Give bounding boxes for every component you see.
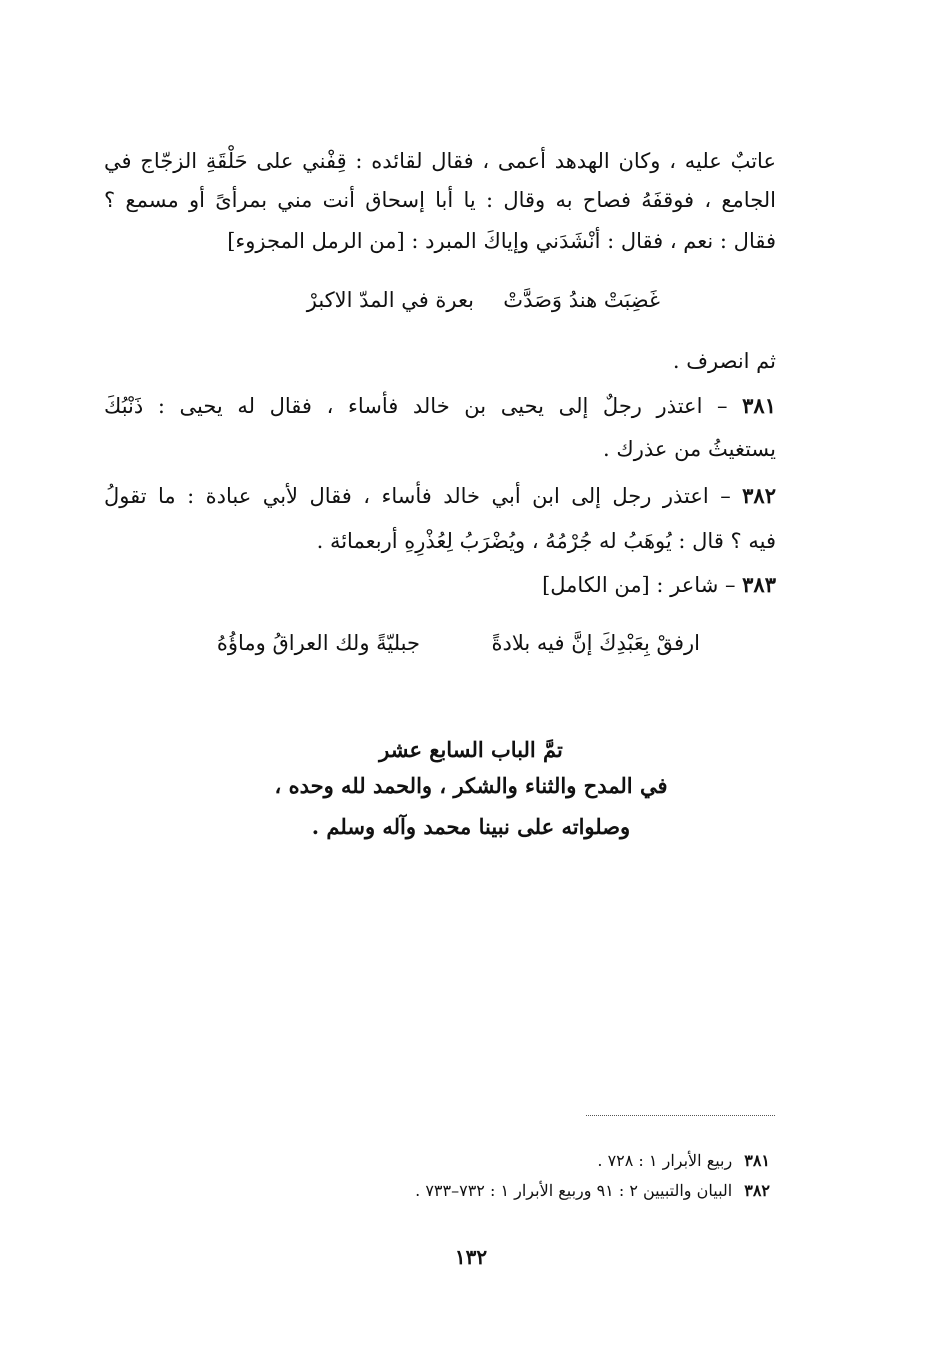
entry-number: ٣٨٣ bbox=[742, 572, 776, 597]
entry-line: يستغيثُ من عذرك . bbox=[603, 437, 776, 461]
footnote-text: البيان والتبيين ٢ : ٩١ وربيع الأبرار ١ : ٧٣٢–٧٣٣ . bbox=[415, 1181, 733, 1200]
footnote bbox=[597, 1150, 770, 1172]
entry-number: ٣٨٢ bbox=[742, 483, 776, 508]
entry-line bbox=[104, 391, 776, 421]
chapter-end-line: في المدح والثناء والشكر ، والحمد لله وحده ، bbox=[274, 773, 668, 798]
verse-hemistich: غَضِبَتْ هندُ وَصَدَّتْ bbox=[503, 288, 660, 312]
body-line: الجامع ، فوقفَهُ فصاح به وقال : يا أبا إسحاق أنت مني بمرأىً أو مسمع ؟ bbox=[104, 188, 776, 212]
footnote-number: ٣٨٢ bbox=[744, 1181, 770, 1200]
footnote-text: ربيع الأبرار ١ : ٧٢٨ . bbox=[597, 1151, 733, 1170]
footnote bbox=[415, 1180, 770, 1202]
chapter-end-title: تمَّ الباب السابع عشر bbox=[379, 737, 563, 762]
entry-text: – اعتذر رجل إلى ابن أبي خالد فأساء ، فقال لأبي عبادة : ما تقولُ bbox=[104, 484, 731, 508]
entry-line: فيه ؟ قال : يُوهَبُ له جُرْمُهُ ، ويُضْرَبُ لِعُذْرِهِ أربعمائة . bbox=[316, 529, 776, 553]
body-line: ثم انصرف . bbox=[672, 349, 776, 373]
entry-line bbox=[104, 570, 776, 600]
chapter-end-line: وصلواته على نبينا محمد وآله وسلم . bbox=[311, 814, 631, 839]
entry-text: – اعتذر رجلٌ إلى يحيى بن خالد فأساء ، فقال له يحيى : ذَنْبُكَ bbox=[104, 394, 728, 418]
entry-text: – شاعر : [من الكامل] bbox=[542, 573, 736, 597]
verse-hemistich: جبليّةً ولك العراقُ وماؤُهُ bbox=[216, 631, 420, 655]
verse-hemistich: بعرة في المدّ الاكبرْ bbox=[306, 288, 474, 312]
entry-line bbox=[104, 481, 776, 511]
verse-hemistich: ارفقْ بِعَبْدِكَ إنَّ فيه بلادةً bbox=[491, 631, 700, 655]
body-line: عاتبٌ عليه ، وكان الهدهد أعمى ، فقال لقائده : قِفْني على حَلْقَةِ الزجّاج في bbox=[104, 149, 776, 173]
footnote-divider bbox=[586, 1115, 775, 1116]
footnote-number: ٣٨١ bbox=[744, 1151, 770, 1170]
page-number: ١٣٢ bbox=[454, 1245, 488, 1269]
entry-number: ٣٨١ bbox=[742, 393, 776, 418]
body-line: فقال : نعم ، فقال : أنْشَدَني وإياكَ المبرد : [من الرمل المجزوء] bbox=[227, 229, 776, 253]
